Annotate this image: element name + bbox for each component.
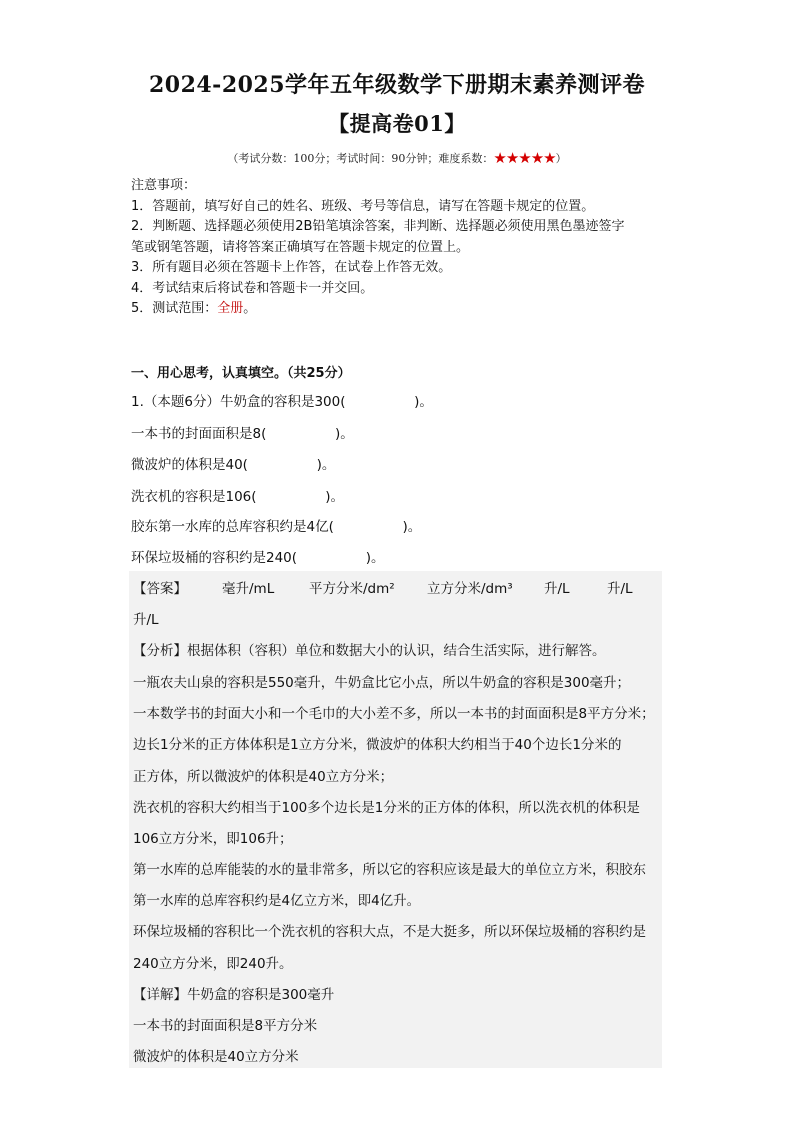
question-line: 微波炉的体积是40( )。 <box>131 457 336 473</box>
section-heading: 一、用心思考，认真填空。（共25分） <box>131 366 351 381</box>
scope-end: 。 <box>243 301 257 316</box>
meta-text: （考试分数：100分；考试时间：90分钟；难度系数： <box>227 152 494 165</box>
answer-unit: 升/L <box>544 581 570 597</box>
analysis-line: 洗衣机的容积大约相当于100多个边长是1分米的正方体的体积，所以洗衣机的体积是 <box>133 800 640 816</box>
note-item: 笔或钢笔答题，请将答案正确填写在答题卡规定的位置上。 <box>131 239 470 255</box>
answer-unit: 立方分米/dm³ <box>427 581 513 597</box>
exam-subtitle: 【提高卷01】 <box>328 111 466 136</box>
question-line: 洗衣机的容积是106( )。 <box>131 489 344 505</box>
answer-unit: 平方分米/dm² <box>309 581 395 597</box>
detail-line: 一本书的封面面积是8平方分米 <box>133 1018 318 1034</box>
question-line: 胶东第一水库的总库容积约是4亿( )。 <box>131 519 422 535</box>
analysis-line: 第一水库的总库容积约是4亿立方米，即4亿升。 <box>133 893 421 909</box>
question-line: 1.（本题6分）牛奶盒的容积是300( )。 <box>131 394 433 410</box>
analysis-line: 环保垃圾桶的容积比一个洗衣机的容积大点，不是大挺多，所以环保垃圾桶的容积约是 <box>133 924 646 940</box>
detail-line: 【详解】牛奶盒的容积是300毫升 <box>133 987 335 1003</box>
notes <box>131 176 671 320</box>
analysis-line: 106立方分米，即106升； <box>133 831 293 847</box>
analysis-line: 边长1分米的正方体体积是1立方分米，微波炉的体积大约相当于40个边长1分米的 <box>133 737 622 753</box>
meta-close: ） <box>555 152 567 165</box>
answer-unit: 升/L <box>133 612 159 628</box>
note-item: 1．答题前，填写好自己的姓名、班级、考号等信息，请写在答题卡规定的位置。 <box>131 198 595 214</box>
detail-line: 微波炉的体积是40立方分米 <box>133 1049 299 1065</box>
note-scope <box>131 299 671 320</box>
exam-title: 2024-2025学年五年级数学下册期末素养测评卷 <box>148 72 646 98</box>
analysis-line: 一瓶农夫山泉的容积是550毫升，牛奶盒比它小点，所以牛奶盒的容积是300毫升； <box>133 675 631 691</box>
question-line: 一本书的封面面积是8( )。 <box>131 426 354 442</box>
exam-meta <box>0 149 794 167</box>
scope-value: 全册 <box>217 301 244 316</box>
analysis-line: 正方体，所以微波炉的体积是40立方分米； <box>133 769 394 785</box>
answer-unit: 毫升/mL <box>222 581 275 597</box>
analysis-line: 一本数学书的封面大小和一个毛巾的大小差不多，所以一本书的封面面积是8平方分米； <box>133 706 655 722</box>
scope-label: 5．测试范围： <box>131 301 218 316</box>
analysis-line: 第一水库的总库能装的水的量非常多，所以它的容积应该是最大的单位立方米，积胶东 <box>133 862 646 878</box>
question-line: 环保垃圾桶的容积约是240( )。 <box>131 550 385 566</box>
answer-unit: 升/L <box>607 581 633 597</box>
analysis-line: 240立方分米，即240升。 <box>133 956 293 972</box>
notes-heading: 注意事项： <box>131 178 197 193</box>
note-item: 3．所有题目必须在答题卡上作答，在试卷上作答无效。 <box>131 260 452 275</box>
difficulty-stars-icon: ★★★★★ <box>493 149 556 167</box>
answer-label: 【答案】 <box>133 581 187 597</box>
note-item: 2．判断题、选择题必须使用2B铅笔填涂答案，非判断、选择题必须使用黑色墨迹签字 <box>131 219 625 234</box>
note-item: 4．考试结束后将试卷和答题卡一并交回。 <box>131 280 374 296</box>
analysis-line: 【分析】根据体积（容积）单位和数据大小的认识，结合生活实际，进行解答。 <box>133 643 606 659</box>
